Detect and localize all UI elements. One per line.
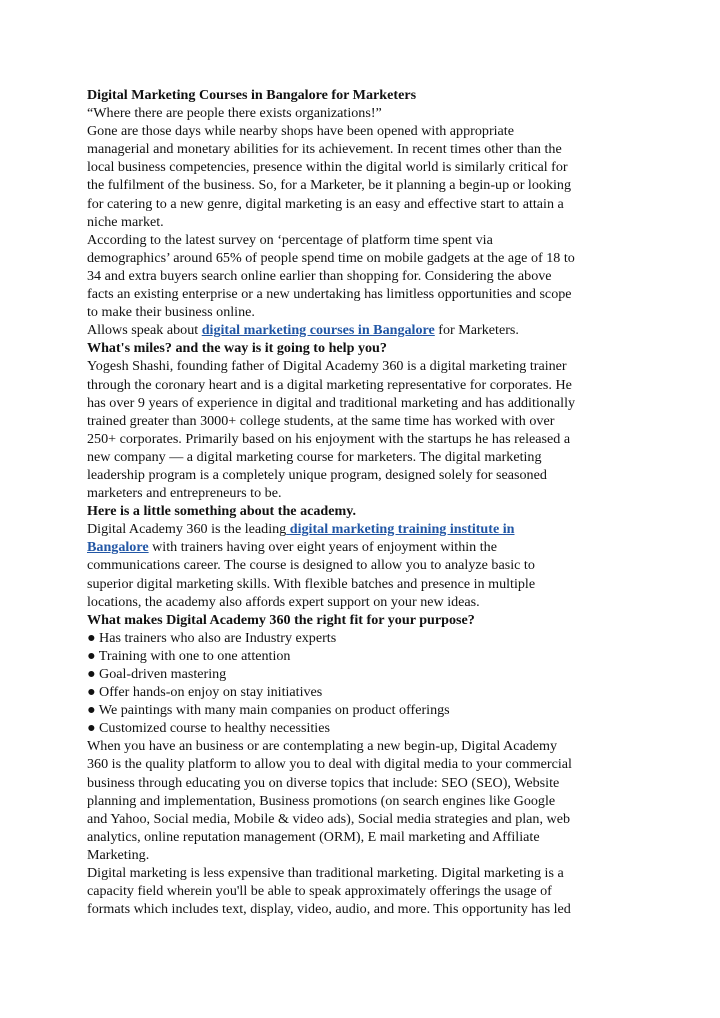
academy-pre-text: Digital Academy 360 is the leading	[87, 521, 287, 538]
paragraph-academy	[87, 520, 647, 610]
text-line: Gone are those days while nearby shops have been opened with appropriate	[87, 123, 514, 140]
paragraph-topics	[87, 737, 647, 864]
text-line: through the coronary heart and is a digital marketing representative for corporates. He	[87, 376, 572, 393]
list-item: ● Offer hands-on enjoy on stay initiatives	[87, 684, 323, 701]
list-item: ● Customized course to healthy necessities	[87, 720, 330, 737]
text-line: demographics’ around 65% of people spend time on mobile gadgets at the age of 18 to	[87, 249, 575, 266]
list-item: ● Goal-driven mastering	[87, 666, 227, 682]
document-title: Digital Marketing Courses in Bangalore for Marketers	[87, 87, 417, 103]
list-item: ● We paintings with many main companies on product offerings	[87, 702, 450, 719]
list-item: ● Has trainers who also are Industry experts	[87, 629, 337, 646]
section-heading: What's miles? and the way is it going to help you?	[87, 340, 387, 357]
text-line: niche market.	[87, 213, 164, 230]
text-line: has over 9 years of experience in digital and traditional marketing and has additionally	[87, 394, 576, 411]
section-heading: What makes Digital Academy 360 the right fit for your purpose?	[87, 611, 475, 628]
text-line: leadership program is a completely unique program, designed solely for seasoned	[87, 466, 547, 483]
text-line: trained greater than 3000+ college students, at the same time has worked with over	[87, 412, 555, 429]
text-line: capacity field wherein you'll be able to speak approximately offerings the usage of	[87, 883, 552, 900]
text-line: to make their business online.	[87, 304, 255, 321]
text-line: analytics, online reputation management (ORM), E mail marketing and Affiliate	[87, 828, 540, 845]
text-line: Digital marketing is less expensive than traditional marketing. Digital marketing is a	[87, 865, 564, 882]
text-line: 360 is the quality platform to allow you to deal with digital media to your commercial	[87, 756, 572, 773]
text-line: planning and implementation, Business promotions (on search engines like Google	[87, 792, 556, 809]
allows-post-text: for Marketers.	[434, 322, 519, 339]
training-institute-link-bangalore[interactable]: Bangalore	[87, 539, 149, 556]
text-line: facts an existing enterprise or a new undertaking has limitless opportunities and scope	[87, 286, 572, 303]
text-line: local business competencies, presence within the digital world is similarly critical for	[87, 159, 568, 176]
text-line	[87, 520, 647, 538]
text-line: When you have an business or are contemplating a new begin-up, Digital Academy	[87, 738, 558, 755]
text-line: 250+ corporates. Primarily based on his enjoyment with the startups he has released a	[87, 430, 571, 447]
list-item: ● Training with one to one attention	[87, 647, 291, 664]
allows-line	[87, 321, 647, 339]
text-line	[87, 538, 647, 556]
text-line: new company — a digital marketing course for marketers. The digital marketing	[87, 448, 542, 465]
text-line: Yogesh Shashi, founding father of Digital Academy 360 is a digital marketing trainer	[87, 358, 567, 375]
paragraph-founder	[87, 357, 647, 502]
text-line: for catering to a new genre, digital marketing is an easy and effective start to attain a	[87, 195, 564, 212]
training-institute-link[interactable]: digital marketing training institute in	[286, 521, 515, 538]
quote-line: “Where there are people there exists organizations!”	[87, 105, 382, 122]
paragraph-intro	[87, 122, 647, 231]
text-line: formats which includes text, display, video, audio, and more. This opportunity has led	[87, 901, 571, 918]
courses-bangalore-link[interactable]: digital marketing courses in Bangalore	[201, 322, 435, 339]
text-line: According to the latest survey on ‘percentage of platform time spent via	[87, 231, 493, 248]
text-line: communications career. The course is designed to allow you to analyze basic to	[87, 557, 535, 574]
text-line: superior digital marketing skills. With flexible batches and presence in multiple	[87, 575, 536, 592]
text-line: business through educating you on diverse topics that include: SEO (SEO), Website	[87, 774, 560, 791]
text-line: locations, the academy also affords expert support on your new ideas.	[87, 593, 480, 610]
text-line: managerial and monetary abilities for its achievement. In recent times other than the	[87, 141, 562, 158]
paragraph-survey	[87, 231, 647, 321]
allows-pre-text: Allows speak about	[87, 322, 202, 339]
text-line: and Yahoo, Social media, Mobile & video ads), Social media strategies and plan, web	[87, 810, 570, 827]
section-heading: Here is a little something about the academy.	[87, 503, 357, 520]
document-page	[87, 86, 647, 918]
text-line: 34 and extra buyers search online earlier than shopping for. Considering the above	[87, 267, 552, 284]
text-line: marketers and entrepreneurs to be.	[87, 485, 282, 502]
paragraph-cost	[87, 864, 647, 918]
bullet-list	[87, 629, 647, 738]
academy-post-text: with trainers having over eight years of enjoyment within the	[148, 539, 497, 556]
text-line: the fulfilment of the business. So, for a Marketer, be it planning a begin-up or looking	[87, 177, 571, 194]
text-line: Marketing.	[87, 846, 150, 863]
